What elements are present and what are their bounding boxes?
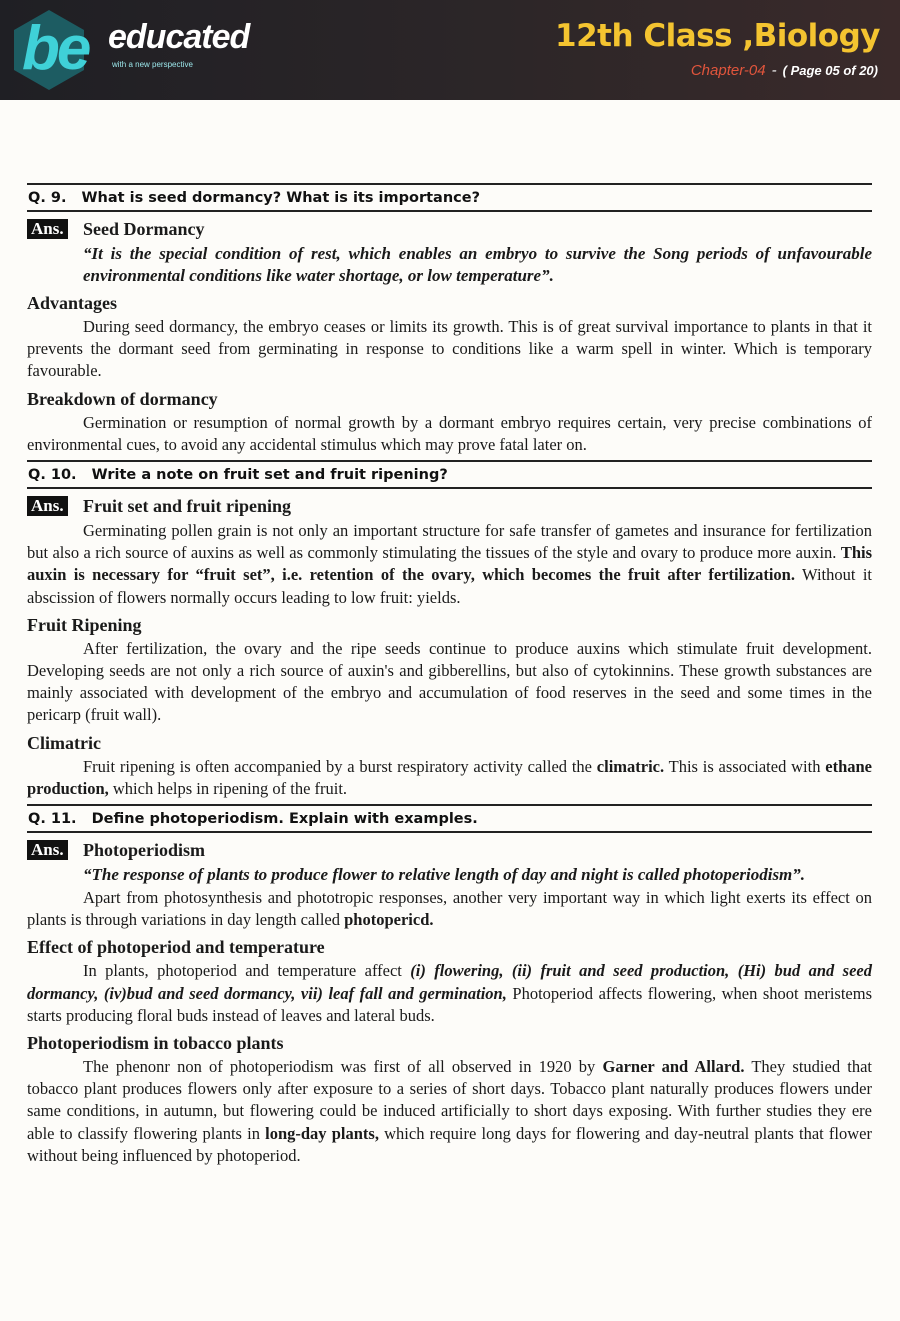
- section-heading-breakdown: Breakdown of dormancy: [27, 388, 218, 409]
- bold-text-run: Garner and Allard.: [602, 1057, 745, 1077]
- section-heading-fruit-ripening: Fruit Ripening: [27, 614, 142, 635]
- page-header: [0, 0, 900, 100]
- bold-text-run: ethane production,: [27, 756, 872, 798]
- paragraph-fruit-set: [27, 520, 872, 609]
- chapter-label: Chapter-04: [690, 62, 766, 79]
- logo-wordmark: educated: [108, 18, 250, 56]
- paragraph-advantages: During seed dormancy, the embryo ceases or limits its growth. This is of great survival importance to plants in that it prevents the dormant seed from germinating in response to conditions like a warm spell in winter. Which is temporary favourable.: [27, 317, 872, 381]
- definition-quote: “The response of plants to produce flower to relative length of day and night is called photoperiodism”.: [83, 865, 806, 885]
- text-run: which require long days for flowering and day-neutral plants that flower without being influenced by photoperiod.: [27, 1123, 872, 1165]
- paragraph-fruit-ripening: After fertilization, the ovary and the ripe seeds continue to produce auxins which stimulate fruit development. Developing seeds are not only a rich source of auxin's and gibberellins, but also of cytokinnins. These growth substances are mainly associated with development of the embryo and accumulation of food reserves in the seed and some times in the pericarp (fruit wall).: [27, 638, 872, 725]
- page-content: [27, 183, 872, 1167]
- class-subject-title: 12th Class ,Biology: [555, 18, 880, 54]
- chapter-info: [691, 62, 878, 79]
- question-number: Q. 9.: [28, 190, 67, 206]
- answer-title: Seed Dormancy: [83, 219, 205, 239]
- paragraph-photoperiod-intro: [27, 887, 872, 931]
- question-bar-q9: [27, 183, 872, 212]
- text-run: They studied that tobacco plant produces flowers only after exposure to a series of short days. Tobacco plant naturally produces flowers under same conditions, in autumn, but flowering could be induced artificially to short days exposing. With further studies they ere able to classify flowering plants in: [27, 1057, 872, 1143]
- definition-quote: “It is the special condition of rest, which enables an embryo to survive the Song periods of unfavourable environmental conditions like water shortage, or low temperature”.: [83, 244, 872, 285]
- section-heading-tobacco: Photoperiodism in tobacco plants: [27, 1033, 284, 1054]
- answer-title: Fruit set and fruit ripening: [83, 496, 292, 517]
- beducated-logo[interactable]: [12, 8, 250, 94]
- text-run: which helps in ripening of the fruit.: [108, 778, 348, 798]
- answer-title: Photoperiodism: [83, 840, 206, 861]
- bold-text-run: This auxin is necessary for “fruit set”, i.e. retention of the ovary, which becomes the fruit after fertilization.: [27, 543, 872, 585]
- answer-header-q11: [27, 839, 872, 863]
- logo-be: be: [22, 14, 89, 83]
- paragraph-effect: [27, 960, 872, 1027]
- question-text: Write a note on fruit set and fruit ripening?: [91, 467, 448, 484]
- section-heading-climatric: Climatric: [27, 732, 101, 753]
- answer-header-q10: [27, 495, 872, 519]
- text-run: Apart from photosynthesis and phototropic responses, another very important way in which light exerts its effect on plants is through variations in day length called: [27, 888, 872, 930]
- chapter-separator: -: [771, 62, 777, 79]
- text-run: Without it abscission of flowers normally occurs leading to low fruit: yields.: [27, 565, 872, 607]
- paragraph-climatric: [27, 756, 872, 800]
- text-run: The phenonr non of photoperiodism was first of all observed in 1920 by: [83, 1057, 603, 1077]
- question-bar-q11: [27, 804, 872, 833]
- question-bar-q10: [27, 460, 872, 489]
- text-run: This is associated with: [664, 756, 826, 776]
- section-heading-advantages: Advantages: [27, 293, 118, 313]
- text-run: Fruit ripening is often accompanied by a burst respiratory activity called the: [83, 756, 597, 776]
- page-indicator: ( Page 05 of 20): [782, 63, 878, 78]
- question-text: What is seed dormancy? What is its importance?: [81, 190, 480, 206]
- answer-badge: Ans.: [27, 840, 68, 860]
- text-run: In plants, photoperiod and temperature affect: [83, 961, 411, 981]
- question-number: Q. 11.: [28, 811, 77, 828]
- paragraph-tobacco: [27, 1056, 872, 1167]
- bold-italic-text-run: (i) flowering, (ii) fruit and seed production, (Hi) bud and seed dormancy, (iv)bud and seed dormancy, vii) leaf fall and germination,: [27, 961, 873, 1003]
- paragraph-breakdown: Germination or resumption of normal growth by a dormant embryo requires certain, very precise combinations of environmental cues, to avoid any accidental stimulus which may prove fatal later on.: [27, 412, 872, 454]
- answer-badge: Ans.: [27, 496, 68, 516]
- logo-tagline: with a new perspective: [112, 60, 193, 69]
- answer-badge: Ans.: [27, 219, 68, 239]
- question-text: Define photoperiodism. Explain with examples.: [91, 811, 478, 828]
- text-run: Photoperiod affects flowering, when shoot meristems starts producing floral buds instead of leaves and lateral buds.: [27, 983, 872, 1025]
- bold-text-run: photopericd.: [344, 910, 434, 930]
- section-heading-effect: Effect of photoperiod and temperature: [27, 937, 325, 958]
- bold-text-run: long-day plants,: [265, 1123, 379, 1143]
- answer-header-q9: [27, 218, 872, 242]
- question-number: Q. 10.: [28, 467, 77, 484]
- text-run: Germinating pollen grain is not only an important structure for safe transfer of gametes and insurance for fertilization but also a rich source of auxins as well as commonly stimulating the tissues of the style and ovary to produce more auxin.: [27, 521, 872, 563]
- bold-text-run: climatric.: [596, 756, 665, 776]
